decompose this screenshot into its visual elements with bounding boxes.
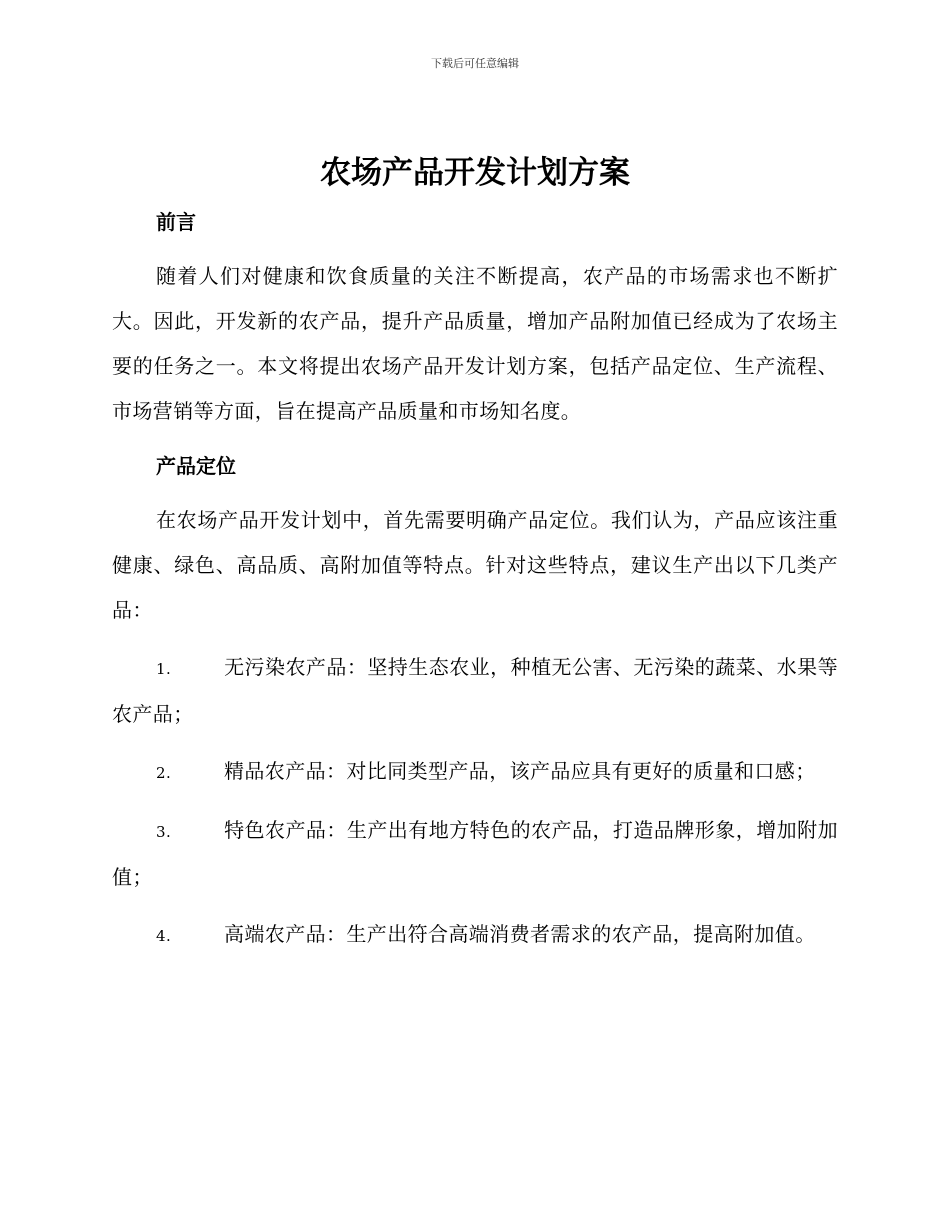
list-item [112,645,838,737]
preface-paragraph: 随着人们对健康和饮食质量的关注不断提高，农产品的市场需求也不断扩大。因此，开发新的农产品，提升产品质量，增加产品附加值已经成为了农场主要的任务之一。本文将提出农场产品开发计划方案，包括产品定位、生产流程、市场营销等方面，旨在提高产品质量和市场知名度。 [112,264,838,423]
section-heading-positioning: 产品定位 [156,454,236,478]
list-item-number: 4. [156,927,172,945]
list-item [112,808,838,900]
document-body [112,200,838,959]
document-title: 农场产品开发计划方案 [320,155,630,191]
list-item-text: 精品农产品：对比同类型产品，该产品应具有更好的质量和口感； [224,759,816,783]
list-item [112,912,838,959]
list-item-text: 特色农产品：生产出有地方特色的农产品，打造品牌形象，增加附加值； [112,818,838,889]
list-item-number: 3. [156,823,172,841]
list-item [112,749,838,796]
header-note: 下载后可任意编辑 [431,57,519,70]
list-item-number: 1. [156,660,172,678]
positioning-paragraph: 在农场产品开发计划中，首先需要明确产品定位。我们认为，产品应该注重健康、绿色、高品质、高附加值等特点。针对这些特点，建议生产出以下几类产品： [112,508,838,622]
list-item-text: 无污染农产品：坚持生态农业，种植无公害、无污染的蔬菜、水果等农产品； [112,655,838,726]
list-item-number: 2. [156,764,172,782]
section-heading-preface: 前言 [156,210,196,234]
list-item-text: 高端农产品：生产出符合高端消费者需求的农产品，提高附加值。 [224,922,816,946]
